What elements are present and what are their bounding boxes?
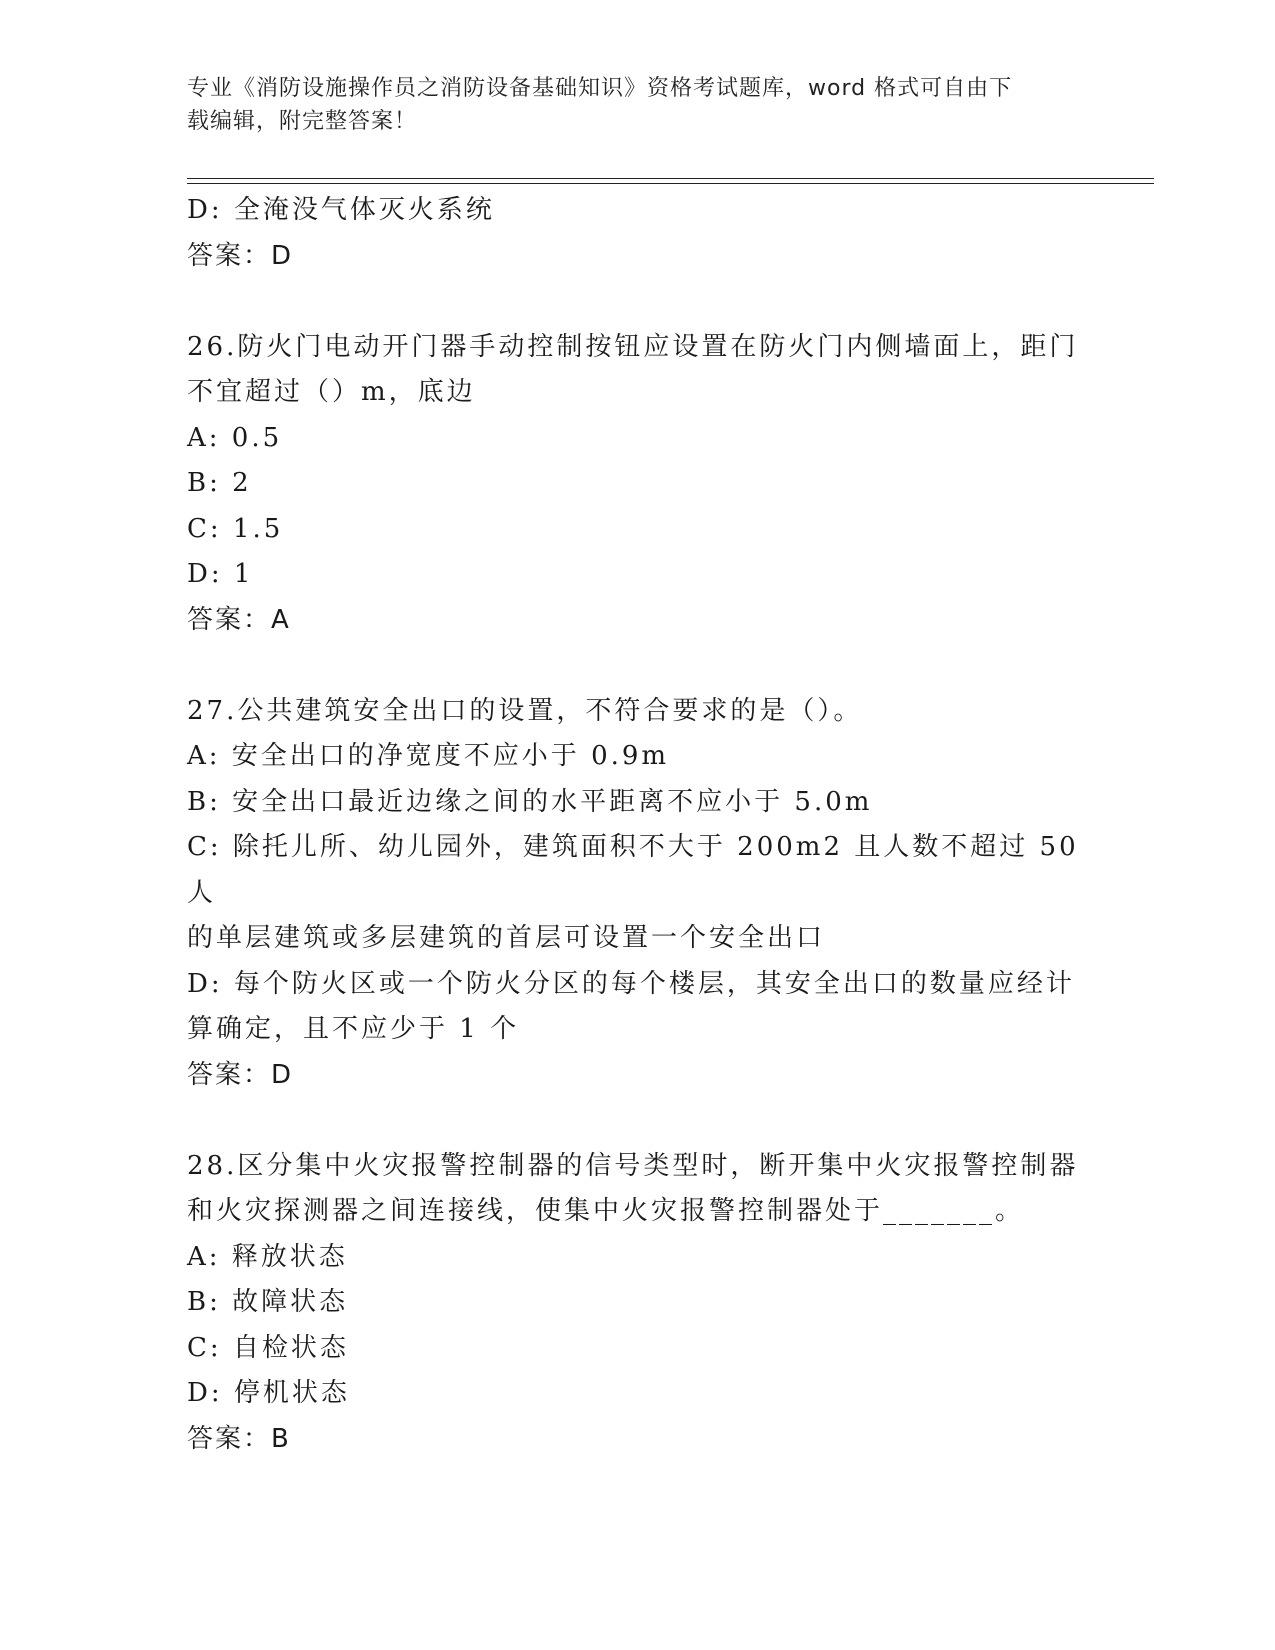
option-a: A: 0.5 xyxy=(187,422,283,453)
document-header xyxy=(187,72,1087,138)
option-a: A: 安全出口的净宽度不应小于 0.9m xyxy=(187,741,670,771)
option-c: C: 自检状态 xyxy=(187,1332,349,1363)
option-d: D: 停机状态 xyxy=(187,1378,350,1408)
document-body xyxy=(187,188,1087,1462)
option-d: D: 全淹没气体灭火系统 xyxy=(187,195,495,225)
spacer xyxy=(187,1098,1087,1144)
answer-line: 答案：B xyxy=(187,1423,291,1454)
question-stem: 26.防火门电动开门器手动控制按钮应设置在防火门内侧墙面上，距门 xyxy=(187,331,1079,362)
option-d-cont: 算确定，且不应少于 1 个 xyxy=(187,1014,520,1044)
spacer xyxy=(187,279,1087,325)
answer-line: 答案：D xyxy=(187,240,294,271)
spacer xyxy=(187,643,1087,689)
option-c-cont: 的单层建筑或多层建筑的首层可设置一个安全出口 xyxy=(187,923,826,953)
option-b: B: 2 xyxy=(187,468,252,498)
header-divider-bottom xyxy=(187,183,1154,184)
option-c: C: 除托儿所、幼儿园外，建筑面积不大于 200m2 且人数不超过 50 人 xyxy=(187,832,1079,908)
question-stem: 27.公共建筑安全出口的设置，不符合要求的是（）。 xyxy=(187,695,863,726)
question-26 xyxy=(187,325,1087,644)
option-b: B: 故障状态 xyxy=(187,1287,349,1317)
option-d: D: 每个防火区或一个防火分区的每个楼层，其安全出口的数量应经计 xyxy=(187,968,1075,999)
header-line-2: 载编辑，附完整答案！ xyxy=(187,109,418,134)
previous-question-tail xyxy=(187,188,1087,279)
answer-line: 答案：D xyxy=(187,1059,294,1090)
question-stem-cont: 和火灾探测器之间连接线，使集中火灾报警控制器处于_______。 xyxy=(187,1196,1025,1226)
header-line-1: 专业《消防设施操作员之消防设备基础知识》资格考试题库，word 格式可自由下 xyxy=(187,76,1013,101)
question-27 xyxy=(187,689,1087,1099)
option-a: A: 释放状态 xyxy=(187,1241,348,1272)
question-stem-cont: 不宜超过（）m，底边 xyxy=(187,377,476,407)
option-b: B: 安全出口最近边缘之间的水平距离不应小于 5.0m xyxy=(187,786,873,817)
question-stem: 28.区分集中火灾报警控制器的信号类型时，断开集中火灾报警控制器 xyxy=(187,1150,1079,1181)
question-28 xyxy=(187,1144,1087,1463)
option-c: C: 1.5 xyxy=(187,513,284,544)
answer-line: 答案：A xyxy=(187,604,291,635)
header-divider-top xyxy=(187,178,1154,179)
option-d: D: 1 xyxy=(187,559,254,589)
